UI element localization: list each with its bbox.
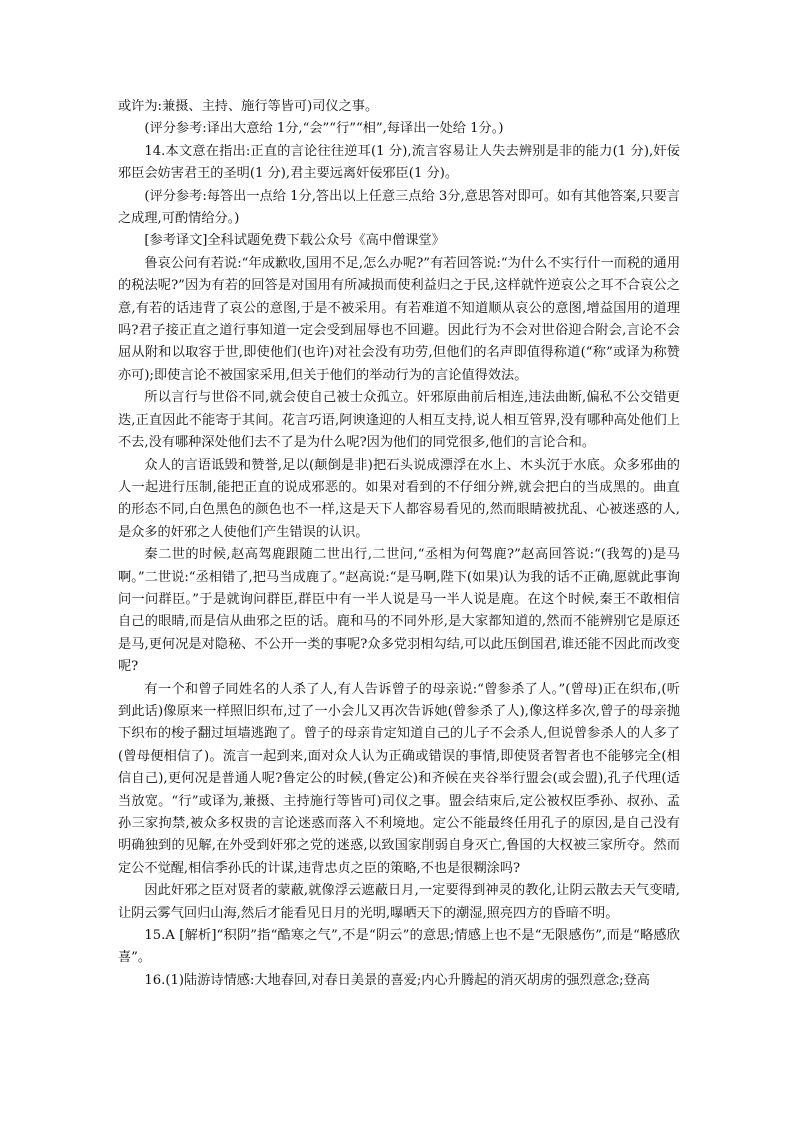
text-paragraph: (评分参考:每答出一点给 1分,答出以上任意三点给 3分,意思答对即可。如有其他答案,只要言之成理,可酌情给分。) xyxy=(118,188,680,227)
text-paragraph: [参考译文]全科试题免费下载公众号《高中僧课堂》 xyxy=(144,233,445,249)
text-paragraph: 有一个和曾子同姓名的人杀了人,有人告诉曾子的母亲说:“曾参杀了人。”(曾母)正在织布,(听到此话)像原来一样照旧织布,过了一小会儿又再次告诉她(曾参杀了人),像这样多次,曾子的母亲抛下织布的梭子翻过垣墙逃跑了。曾子的母亲肯定知道自己的儿子不会杀人,但说曾参杀人的人多了(曾母便相信了)。流言一起到来,面对众人认为正确或错误的事情,即使贤者智者也不能够完全(相信自己),更何况是普通人呢?鲁定公的时候,(鲁定公)和齐候在夹谷举行盟会(或会盟),孔子代理(适当放宽。“行”或译为,兼摄、主持施行等皆可)司仪之事。盟会结束后,定公被权臣季孙、叔孙、孟孙三家拘禁,被众多权贵的言论迷惑而落入不利境地。定公不能最终任用孔子的原因,是自己没有明确独到的见解,在外受到奸邪之党的迷惑,以致国家削弱自身灭亡,鲁国的大权被三家所夺。然而定公不觉醒,相信季孙氏的计谋,违背忠贞之臣的策略,不也是很糊涂吗? xyxy=(118,681,680,876)
text-paragraph: 或许为:兼摄、主持、施行等皆可)司仪之事。 xyxy=(118,99,379,114)
text-paragraph: 众人的言语诋毁和赞誉,足以(颠倒是非)把石头说成漂浮在水上、木头沉于水底。众多邪曲的人一起进行压制,能把正直的说成邪恶的。如果对看到的不仔细分辨,就会把白的当成黑的。曲直的形态不同,白色黑色的颜色也不一样,这是天下人都容易看见的,然而眼睛被扰乱、心被迷惑的人,是众多的奸邪之人使他们产生错误的认识。 xyxy=(118,457,680,540)
text-paragraph: 因此奸邪之臣对贤者的蒙蔽,就像浮云遮蔽日月,一定要得到神灵的教化,让阴云散去天气变晴,让阴云雾气回归山海,然后才能看见日月的光明,曝晒天下的潮湿,照亮四方的昏暗不明。 xyxy=(118,883,680,921)
text-paragraph: 14.本文意在指出:正直的言论往往逆耳(1 分),流言容易让人失去辨别是非的能力(1 分),奸佞邪臣会妨害君王的圣明(1 分),君主要远离奸佞邪臣(1 分)。 xyxy=(118,143,680,182)
text-paragraph: 秦二世的时候,赵高驾鹿跟随二世出行,二世问,“丞相为何驾鹿?”赵高回答说:“(我驾的)是马啊。”二世说:“丞相错了,把马当成鹿了。”赵高说:“是马啊,陛下(如果)认为我的话不正确,愿就此事询问一问群臣。”于是就询问群臣,群臣中有一半人说是马一半人说是鹿。在这个时候,秦王不敢相信自己的眼睛,而是信从曲邪之臣的话。鹿和马的不同外形,是大家都知道的,然而不能辨别它是原还是马,更何况是对隐秘、不公开一类的事呢?众多党羽相勾结,可以此压倒国君,谁还能不因此而改变呢? xyxy=(118,547,680,675)
text-paragraph: 鲁哀公问有若说:“年成歉收,国用不足,怎么办呢?”有若回答说:“为什么不实行什一而税的通用的税法呢?”因为有若的回答是对国用有所减损而使利益归之于民,这样就忤逆哀公之耳不合哀公之意,有若的话违背了哀公的意图,于是不被采用。有若难道不知道顺从哀公的意图,增益国用的道理吗?君子接正直之道行事知道一定会受到屈辱也不回避。因此行为不会对世俗迎合附会,言论不会屈从附和以取容于世,即使他们(也许)对社会没有功劳,但他们的名声即值得称道(“称”或译为称赞亦可);即使言论不被国家采用,但关于他们的举动行为的言论值得效法。 xyxy=(118,255,680,383)
text-paragraph: 所以言行与世俗不同,就会使自己被士众孤立。奸邪原曲前后相连,违法曲断,偏私不公交错更迭,正直因此不能寄于其间。花言巧语,阿谀逢迎的人相互支持,说人相互管界,没有哪种高处他们上不去,没有哪种深处他们去不了是为什么呢?因为他们的同党很多,他们的言论合和。 xyxy=(118,390,680,451)
text-paragraph: (评分参考:译出大意给 1分,“会”“行”“相”,每译出一处给 1分。) xyxy=(144,121,504,137)
document-page xyxy=(118,96,680,992)
text-paragraph: 16.(1)陆游诗情感:大地春回,对春日美景的喜爱;内心升腾起的消灭胡虏的强烈意念;登高 xyxy=(144,972,650,988)
text-paragraph: 15.A [解析]“积阴”指“酷寒之气”,不是“阴云”的意思;情感上也不是“无限感伤”,而是“略感欣喜”。 xyxy=(118,928,680,966)
